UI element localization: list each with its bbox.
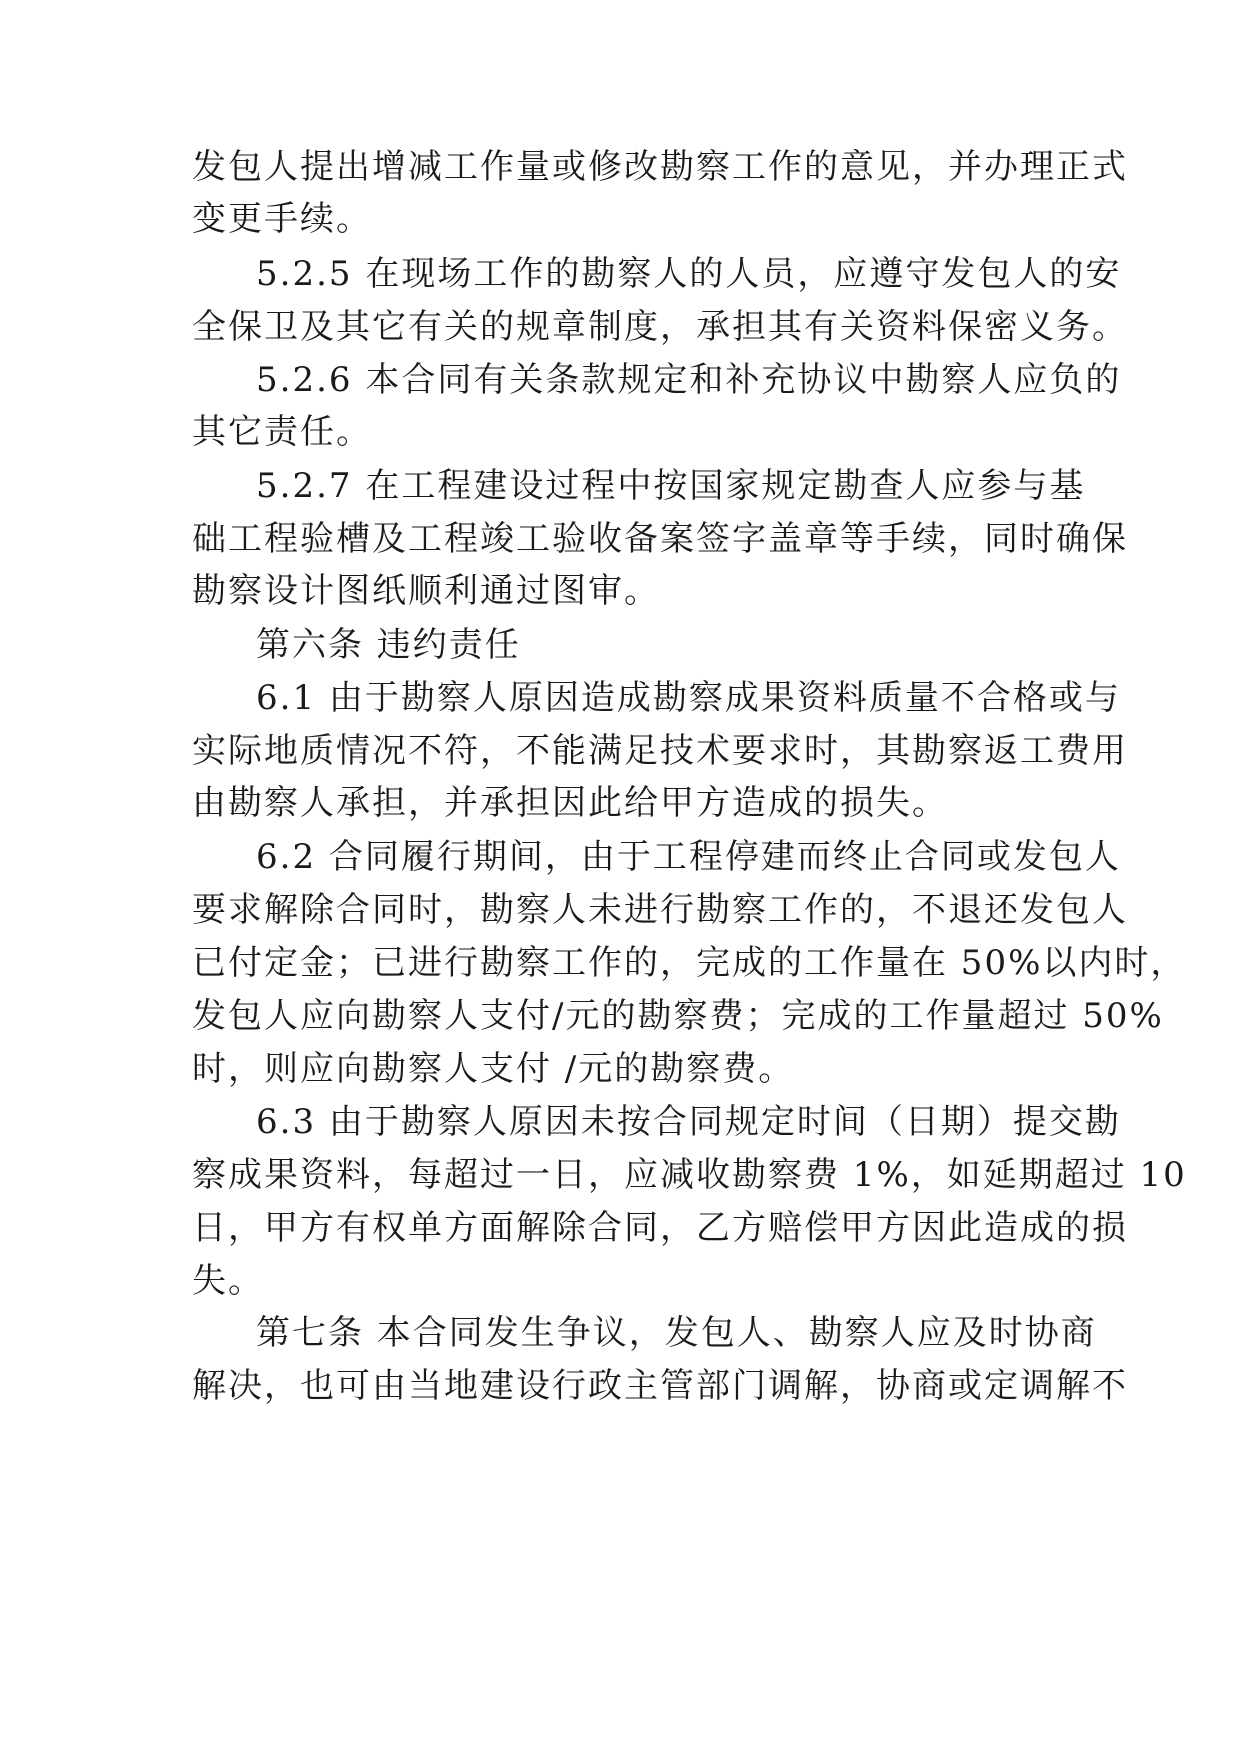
paragraph-line: 日，甲方有权单方面解除合同，乙方赔偿甲方因此造成的损 — [192, 1208, 1128, 1248]
paragraph-line: 时，则应向勘察人支付 /元的勘察费。 — [192, 1049, 795, 1089]
paragraph-line: 已付定金；已进行勘察工作的，完成的工作量在 50%以内时， — [192, 943, 1187, 983]
clause-5-2-5: 5.2.5 在现场工作的勘察人的人员，应遵守发包人的安 — [256, 254, 1122, 294]
paragraph-line: 由勘察人承担，并承担因此给甲方造成的损失。 — [192, 783, 948, 823]
paragraph-line: 失。 — [192, 1261, 264, 1301]
paragraph-line: 发包人应向勘察人支付/元的勘察费；完成的工作量超过 50% — [192, 996, 1164, 1036]
clause-6-1: 6.1 由于勘察人原因造成勘察成果资料质量不合格或与 — [256, 678, 1121, 718]
paragraph-line: 解决，也可由当地建设行政主管部门调解，协商或定调解不 — [192, 1366, 1128, 1406]
clause-5-2-7: 5.2.7 在工程建设过程中按国家规定勘查人应参与基 — [256, 466, 1086, 506]
paragraph-line: 全保卫及其它有关的规章制度，承担其有关资料保密义务。 — [192, 307, 1128, 347]
paragraph-line: 实际地质情况不符，不能满足技术要求时，其勘察返工费用 — [192, 731, 1128, 771]
paragraph-line: 要求解除合同时，勘察人未进行勘察工作的，不退还发包人 — [192, 890, 1128, 930]
paragraph-line: 察成果资料，每超过一日，应减收勘察费 1%，如延期超过 10 — [192, 1155, 1187, 1195]
article-7-clause: 第七条 本合同发生争议，发包人、勘察人应及时协商 — [256, 1313, 1097, 1353]
paragraph-line: 勘察设计图纸顺利通过图审。 — [192, 571, 660, 611]
paragraph-line: 础工程验槽及工程竣工验收备案签字盖章等手续，同时确保 — [192, 519, 1128, 559]
paragraph-line: 发包人提出增减工作量或修改勘察工作的意见，并办理正式 — [192, 147, 1128, 187]
article-6-heading: 第六条 违约责任 — [256, 625, 521, 665]
clause-6-3: 6.3 由于勘察人原因未按合同规定时间（日期）提交勘 — [256, 1102, 1121, 1142]
clause-6-2: 6.2 合同履行期间，由于工程停建而终止合同或发包人 — [256, 837, 1121, 877]
paragraph-line: 变更手续。 — [192, 199, 372, 239]
clause-5-2-6: 5.2.6 本合同有关条款规定和补充协议中勘察人应负的 — [256, 360, 1122, 400]
paragraph-line: 其它责任。 — [192, 412, 372, 452]
